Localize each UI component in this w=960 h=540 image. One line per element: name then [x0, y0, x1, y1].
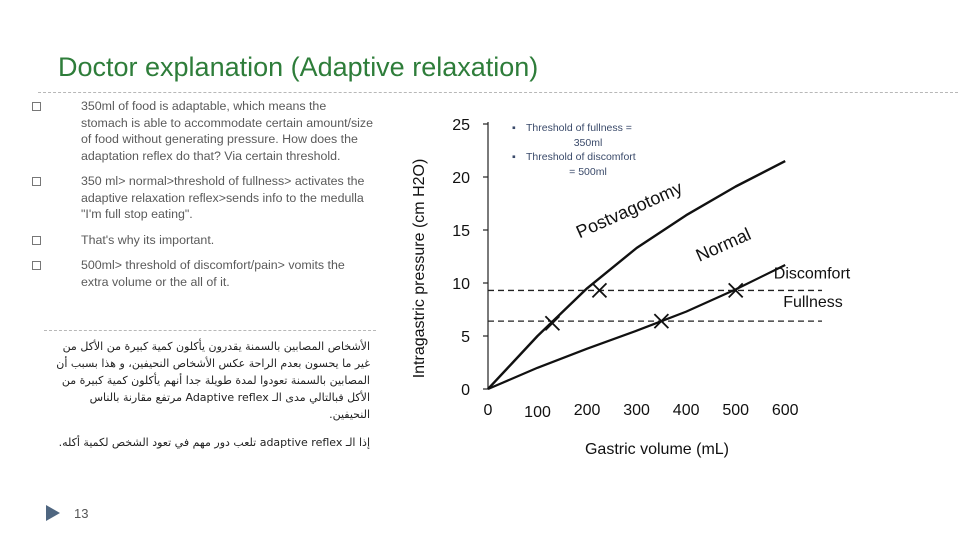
- x-tick-label: 100: [524, 404, 551, 421]
- arabic-note-2: إذا الـ adaptive reflex تلعب دور مهم في تعود الشخص لكمية أكله.: [58, 436, 370, 449]
- y-tick-label: 20: [452, 170, 470, 187]
- page-number: 13: [74, 506, 89, 521]
- series-label-postvagotomy: Postvagotomy: [573, 177, 686, 243]
- x-tick-label: 200: [573, 402, 601, 419]
- bullet-item: [30, 173, 375, 223]
- y-tick-label: 5: [461, 329, 470, 346]
- x-marker: [592, 283, 606, 297]
- x-marker: [545, 316, 559, 330]
- series-line-normal: [488, 265, 785, 389]
- y-tick-label: 0: [461, 382, 470, 399]
- x-tick-label: 0: [483, 402, 493, 419]
- bullet-text: 350ml of food is adaptable, which means the stomach is able to accommodate certain amount/size of food without generating pressure. How does the adaptation reflex do that? Via certain threshold.: [81, 99, 374, 163]
- threshold-note: [510, 121, 660, 179]
- square-bullet-icon: [32, 236, 41, 245]
- play-arrow-icon: [46, 505, 60, 521]
- title-divider: [38, 92, 958, 93]
- x-tick-label: 300: [623, 402, 650, 419]
- x-tick-label: 600: [771, 402, 799, 419]
- bullet-item: [30, 232, 375, 249]
- x-marker: [654, 314, 668, 328]
- bullet-text: 350 ml> normal>threshold of fullness> activates the adaptive relaxation reflex>sends info to the medulla "I'm full stop eating".: [81, 174, 365, 221]
- series-label-normal: Normal: [692, 223, 754, 266]
- slide-title: Doctor explanation (Adaptive relaxation): [58, 52, 539, 82]
- x-axis-title: Gastric volume (mL): [584, 441, 730, 458]
- bullet-item: [30, 98, 375, 164]
- square-bullet-icon: [32, 261, 41, 270]
- y-tick-label: 25: [452, 117, 470, 134]
- threshold-label-fullness: Fullness: [783, 294, 843, 312]
- y-tick-label: 10: [452, 276, 470, 293]
- bullet-text: 500ml> threshold of discomfort/pain> vomits the extra volume or the all of it.: [81, 258, 345, 289]
- y-axis-title: Intragastric pressure (cm H2O): [411, 158, 428, 379]
- x-tick-label: 400: [672, 402, 700, 419]
- threshold-note-item: ▪ Threshold of fullness = 350ml: [510, 121, 660, 150]
- threshold-note-item: ▪ Threshold of discomfort = 500ml: [510, 150, 660, 179]
- arabic-note-1: الأشخاص المصابين بالسمنة يقدرون يأكلون كمية كبيرة من الأكل من غير ما يحسون بعدم الراحة عكس الأشخاص النحيفين، و هذا بسبب أن المصابين بالسمنة تعودوا لمدة طويلة جدا أنهم يأكلون كمية كبيرة من الأكل فبالتالي مدى الـ Adaptive reflex مرتفع مقارنة بالناس النحيفين.: [56, 340, 370, 421]
- x-tick-label: 500: [722, 402, 750, 419]
- bullet-text: That's why its important.: [81, 232, 215, 247]
- threshold-label-discomfort: Discomfort: [773, 265, 851, 283]
- square-bullet-icon: [32, 177, 41, 186]
- bullet-list: [30, 98, 375, 299]
- bullet-item: [30, 257, 375, 290]
- square-bullet-icon: [32, 102, 41, 111]
- y-tick-label: 15: [452, 223, 470, 240]
